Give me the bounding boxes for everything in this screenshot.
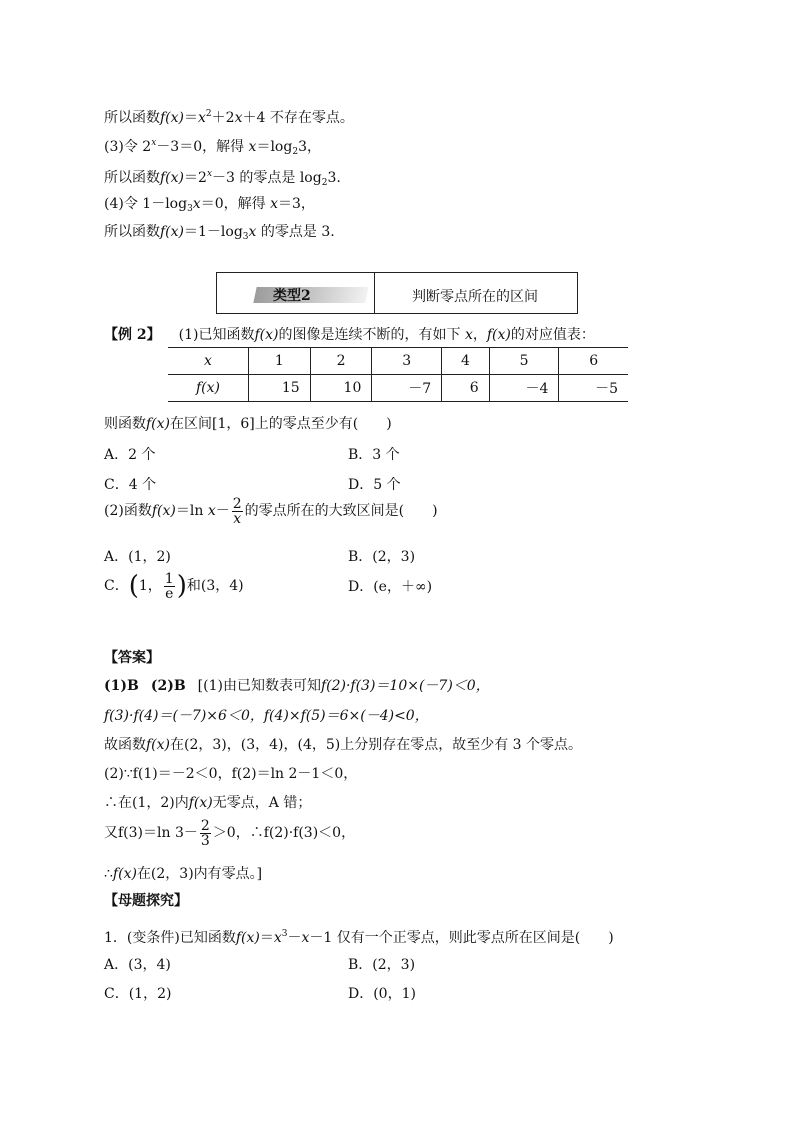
text: ＞0，∴f(2)·f(3)＜0， bbox=[212, 825, 356, 841]
mother-option-d: D．(0，1) bbox=[348, 986, 416, 1002]
text: (3)令 2 bbox=[104, 139, 152, 155]
answer-line-2: f(3)·f(4)＝(－7)×6＜0，f(4)×f(5)＝6×(－4)<0， bbox=[104, 708, 429, 724]
table-cell: 6 bbox=[559, 348, 628, 375]
text: ＝1－log bbox=[184, 224, 243, 240]
table-cell: －5 bbox=[559, 375, 628, 402]
text: 无零点，A 错； bbox=[212, 795, 312, 811]
fraction bbox=[200, 819, 211, 848]
q1-option-d: D．5 个 bbox=[348, 477, 401, 493]
q2-option-b: B．(2，3) bbox=[348, 549, 416, 565]
mother-option-b: B．(2，3) bbox=[348, 957, 416, 973]
table-cell: －7 bbox=[372, 375, 442, 402]
text: ＝ bbox=[184, 110, 199, 126]
question-1-tail bbox=[104, 414, 392, 434]
text: － bbox=[215, 503, 230, 519]
mother-option-a: A．(3，4) bbox=[104, 957, 171, 973]
table-row-x bbox=[168, 348, 628, 375]
table-cell: 1 bbox=[249, 348, 311, 375]
text: 的对应值表： bbox=[510, 327, 595, 343]
table-cell: 5 bbox=[489, 348, 559, 375]
table-cell: 10 bbox=[310, 375, 372, 402]
q2-option-d: D．(e，＋∞) bbox=[348, 579, 433, 595]
text: 1．(变条件)已知函数 bbox=[104, 930, 236, 946]
answer-1: (1)B bbox=[104, 678, 139, 694]
text: 又 bbox=[104, 825, 118, 841]
text: ∴ bbox=[104, 866, 113, 882]
numerator: 2 bbox=[200, 817, 210, 834]
text: 在(2，3)内有零点。] bbox=[136, 866, 263, 882]
var: x bbox=[301, 930, 310, 946]
text: (1)已知函数 bbox=[178, 327, 255, 343]
table-cell: 6 bbox=[442, 375, 490, 402]
subscript: 3 bbox=[187, 204, 193, 214]
text: 1， bbox=[138, 578, 162, 594]
table-cell: －4 bbox=[489, 375, 559, 402]
answer-2: (2)B bbox=[150, 678, 186, 694]
function-name: f(x) bbox=[188, 795, 213, 811]
fraction bbox=[232, 497, 243, 526]
denominator: 3 bbox=[200, 832, 210, 849]
text: f(2)·f(3)＝10×(－7)＜0， bbox=[320, 678, 490, 694]
var: x bbox=[198, 110, 206, 126]
text: 故函数 bbox=[104, 737, 146, 753]
q2-option-c bbox=[104, 566, 244, 606]
text: ＝0，解得 bbox=[200, 196, 271, 212]
banner-title: 判断零点所在的区间 bbox=[412, 289, 538, 305]
function-name: f(x) bbox=[151, 503, 176, 519]
function-name: f(x) bbox=[254, 327, 279, 343]
function-name: f(x) bbox=[235, 930, 260, 946]
text: ＋2 bbox=[211, 110, 235, 126]
table-cell: 4 bbox=[442, 348, 490, 375]
text: －3 的零点是 log bbox=[212, 170, 322, 186]
banner-tag-ribbon bbox=[253, 287, 368, 303]
line-part4-result bbox=[104, 222, 335, 247]
table-cell: 15 bbox=[249, 375, 311, 402]
text: 在区间[1，6]上的零点至少有( ) bbox=[170, 416, 392, 432]
text: ＝ bbox=[259, 930, 274, 946]
answer-line-6 bbox=[104, 815, 355, 851]
text: ∴在(1，2)内 bbox=[104, 795, 189, 811]
section-banner bbox=[216, 272, 578, 314]
var: x bbox=[192, 196, 201, 212]
text: 和(3，4) bbox=[186, 578, 244, 594]
banner-tag-label: 类型2 bbox=[273, 288, 311, 304]
function-name: f(x) bbox=[146, 416, 171, 432]
q2-option-a: A．(1，2) bbox=[104, 549, 171, 565]
text: f(3)＝ln 3－ bbox=[118, 825, 198, 841]
text: 所以函数 bbox=[104, 224, 160, 240]
exponent: 2 bbox=[205, 109, 212, 119]
answer-line-1 bbox=[104, 676, 490, 696]
text: ， bbox=[472, 327, 487, 343]
text: 的零点所在的大致区间是( ) bbox=[244, 503, 438, 519]
function-name: f(x) bbox=[486, 327, 511, 343]
example-label: 【例 2】 bbox=[104, 327, 161, 343]
var: x bbox=[248, 224, 257, 240]
value-table bbox=[168, 347, 628, 402]
var: x bbox=[273, 930, 282, 946]
option-label: C． bbox=[104, 578, 129, 594]
text: 所以函数 bbox=[104, 110, 160, 126]
function-name: f(x) bbox=[160, 110, 185, 126]
table-row-fx bbox=[168, 375, 628, 402]
text: － bbox=[287, 930, 302, 946]
q1-option-b: B．3 个 bbox=[348, 447, 400, 463]
exponent: 3 bbox=[281, 929, 288, 939]
function-name: f(x) bbox=[112, 866, 137, 882]
fraction bbox=[164, 572, 175, 601]
text: [(1)由已知数表可知 bbox=[197, 678, 321, 694]
mother-option-c: C．(1，2) bbox=[104, 986, 172, 1002]
text: (4)令 1－log bbox=[104, 196, 188, 212]
q1-option-a: A．2 个 bbox=[104, 447, 156, 463]
text: 3. bbox=[327, 170, 341, 186]
denominator: e bbox=[165, 585, 174, 602]
function-name: f(x) bbox=[146, 737, 171, 753]
example-question-1 bbox=[104, 325, 595, 345]
line-part3 bbox=[104, 133, 321, 162]
numerator: 1 bbox=[164, 570, 174, 587]
subscript: 3 bbox=[242, 232, 249, 242]
answer-line-3 bbox=[104, 735, 582, 755]
answer-heading: 【答案】 bbox=[104, 650, 160, 666]
var: x bbox=[234, 110, 243, 126]
subscript: 2 bbox=[292, 147, 299, 157]
text: 则函数 bbox=[104, 416, 146, 432]
banner-tag-cell bbox=[217, 273, 375, 313]
answer-line-4: (2)∵f(1)＝－2＜0，f(2)＝ln 2－1＜0， bbox=[104, 766, 358, 782]
var: x bbox=[248, 139, 257, 155]
var: x bbox=[464, 327, 473, 343]
text: ＝ln bbox=[175, 503, 208, 519]
answer-line-5 bbox=[104, 793, 311, 813]
line-part4 bbox=[104, 194, 315, 219]
text: ＝3， bbox=[277, 196, 315, 212]
table-header-x: x bbox=[168, 348, 249, 375]
answer-line-7 bbox=[104, 864, 262, 884]
text: 3， bbox=[298, 139, 321, 155]
table-cell: 2 bbox=[310, 348, 372, 375]
text: －1 仅有一个正零点，则此零点所在区间是( ) bbox=[309, 930, 614, 946]
var: x bbox=[207, 503, 216, 519]
left-paren: ( bbox=[128, 571, 139, 601]
mother-heading: 【母题探究】 bbox=[104, 893, 188, 909]
table-header-fx: f(x) bbox=[168, 375, 249, 402]
text: －3＝0，解得 bbox=[156, 139, 249, 155]
text: ＋4 不存在零点。 bbox=[242, 110, 354, 126]
table-cell: 3 bbox=[372, 348, 442, 375]
text: 的零点是 3. bbox=[256, 224, 335, 240]
q1-option-c: C．4 个 bbox=[104, 477, 157, 493]
question-2 bbox=[104, 496, 438, 526]
text: (2)函数 bbox=[104, 503, 152, 519]
numerator: 2 bbox=[232, 495, 242, 512]
text: 在(2，3)，(3，4)，(4，5)上分别存在零点，故至少有 3 个零点。 bbox=[170, 737, 583, 753]
text: 的图像是连续不断的，有如下 bbox=[278, 327, 465, 343]
text: ＝2 bbox=[184, 170, 207, 186]
text: 所以函数 bbox=[104, 170, 160, 186]
function-name: f(x) bbox=[160, 170, 185, 186]
denominator: x bbox=[233, 510, 242, 527]
right-paren: ) bbox=[176, 571, 187, 601]
line-part3-result bbox=[104, 164, 341, 193]
mother-question bbox=[104, 924, 614, 948]
line-no-zero bbox=[104, 104, 354, 128]
subscript: 2 bbox=[321, 178, 328, 188]
text: ＝log bbox=[256, 139, 293, 155]
var: x bbox=[270, 196, 278, 212]
function-name: f(x) bbox=[160, 224, 185, 240]
exponent: x bbox=[206, 169, 213, 179]
exponent: x bbox=[151, 138, 157, 148]
